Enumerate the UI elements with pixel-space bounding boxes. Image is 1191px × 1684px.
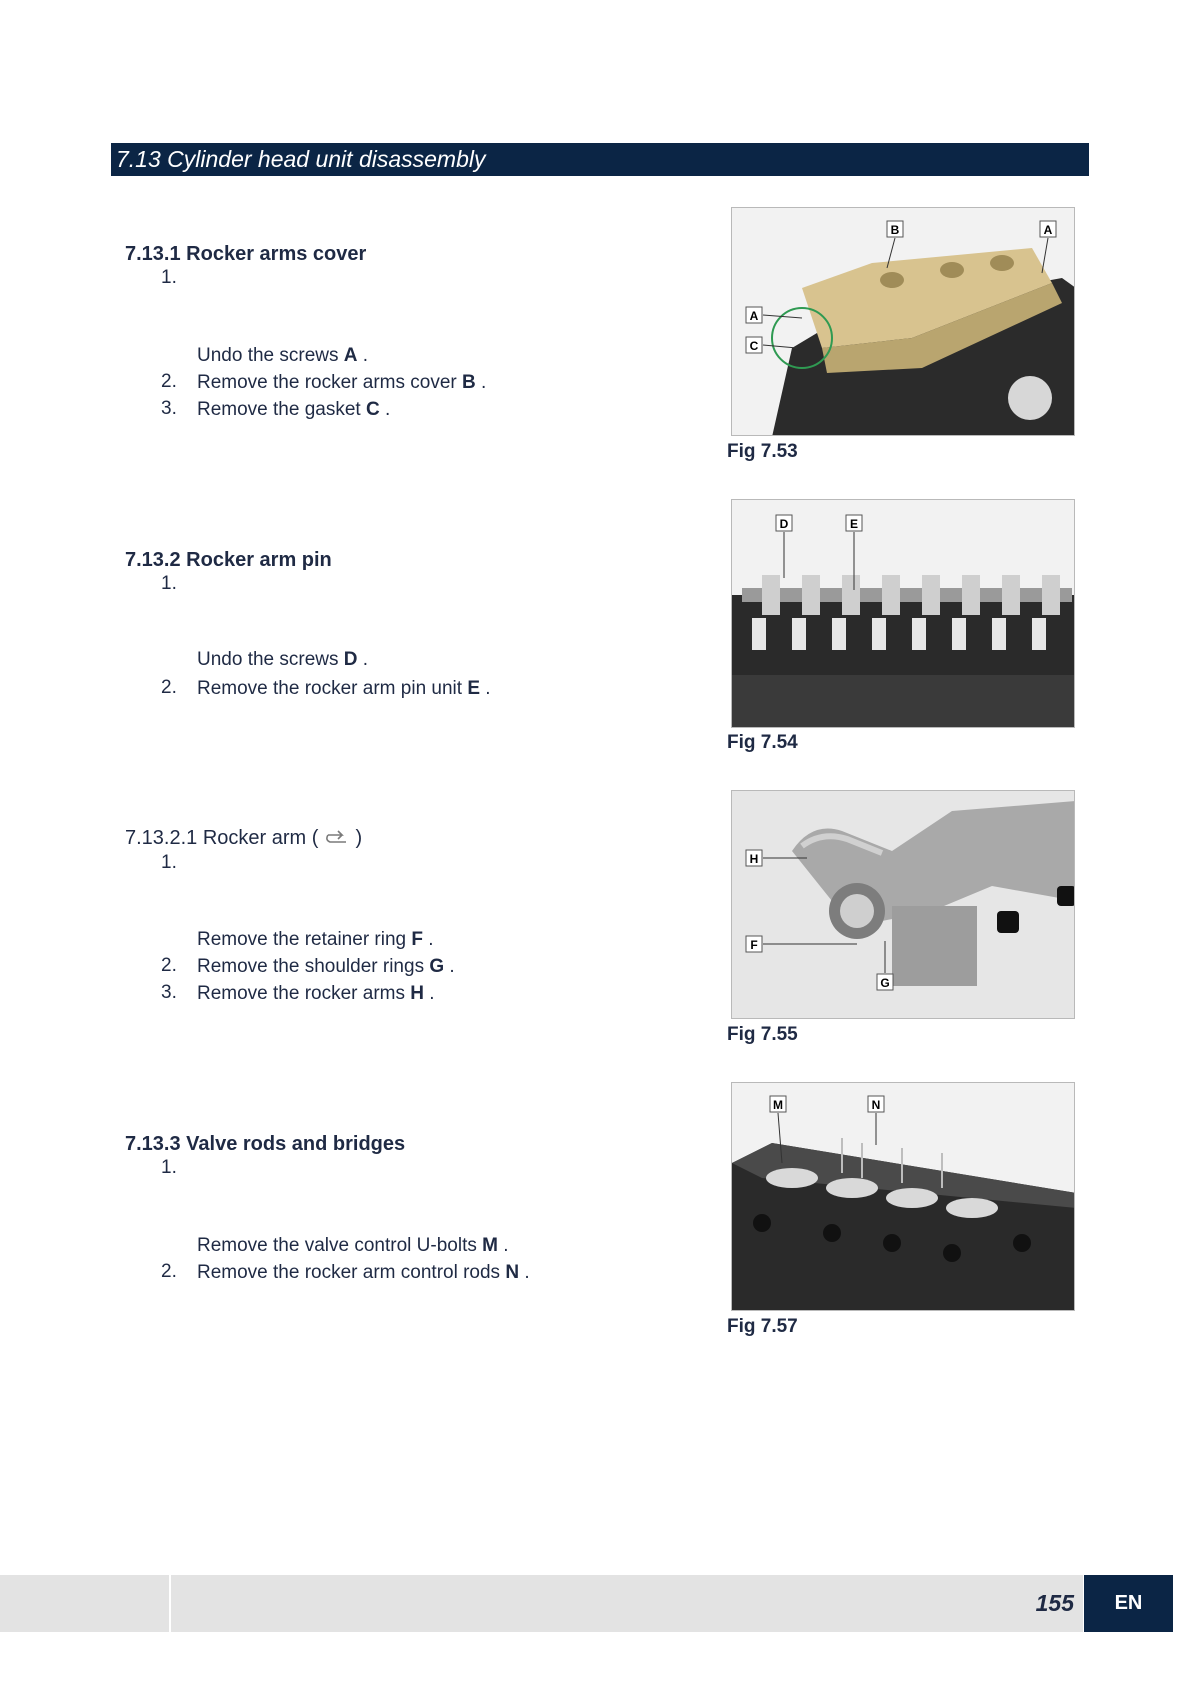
figure-label: G (880, 976, 890, 990)
step-number: 1. (161, 573, 177, 594)
figure-label: A (1043, 223, 1053, 237)
figure-rocker-arm-pin (731, 499, 1075, 728)
figure-label: D (779, 517, 789, 531)
step-text: Remove the rocker arms cover B . (197, 372, 487, 393)
section-title-rocker-arm: 7.13.2.1 Rocker arm ( ) (125, 827, 363, 849)
step-text: Remove the shoulder rings G . (197, 956, 455, 977)
figure-label: E (849, 517, 859, 531)
figure-caption: Fig 7.53 (727, 441, 798, 462)
step-number: 1. (161, 267, 177, 288)
figure-rocker-arms-cover (731, 207, 1075, 436)
section-title-valve-rods: 7.13.3 Valve rods and bridges (125, 1133, 406, 1155)
step-text: Remove the rocker arms H . (197, 983, 435, 1004)
step-text: Undo the screws D . (197, 649, 369, 670)
step-text: Undo the screws A . (197, 345, 369, 366)
figure-caption: Fig 7.54 (727, 732, 798, 753)
language-badge: EN (1084, 1575, 1173, 1632)
arrow-loop-icon (324, 828, 350, 846)
figure-caption: Fig 7.57 (727, 1316, 798, 1337)
figure-label: F (750, 938, 758, 952)
figure-label: A (749, 309, 759, 323)
footer-divider (169, 1575, 171, 1632)
figure-rocker-arm (731, 790, 1075, 1019)
step-text: Remove the valve control U-bolts M . (197, 1235, 509, 1256)
section-banner: 7.13 Cylinder head unit disassembly (111, 143, 1089, 176)
step-number: 2. (161, 1261, 177, 1282)
step-text: Remove the retainer ring F . (197, 929, 434, 950)
step-number: 1. (161, 1157, 177, 1178)
figure-label: N (871, 1098, 881, 1112)
step-number: 2. (161, 955, 177, 976)
step-number: 3. (161, 982, 177, 1003)
step-number: 2. (161, 371, 177, 392)
step-number: 1. (161, 852, 177, 873)
figure-label: M (773, 1098, 783, 1112)
figure-caption: Fig 7.55 (727, 1024, 798, 1045)
figure-label: B (890, 223, 900, 237)
page-number: 155 (1035, 1590, 1074, 1616)
step-number: 2. (161, 677, 177, 698)
step-number: 3. (161, 398, 177, 419)
step-text: Remove the rocker arm pin unit E . (197, 678, 491, 699)
figure-valve-rods (731, 1082, 1075, 1311)
footer-bar (0, 1575, 1083, 1632)
figure-label: H (749, 852, 759, 866)
section-title-rocker-arm-pin: 7.13.2 Rocker arm pin (125, 549, 332, 571)
step-text: Remove the rocker arm control rods N . (197, 1262, 530, 1283)
figure-label: C (749, 339, 759, 353)
step-text: Remove the gasket C . (197, 399, 391, 420)
section-title-rocker-arms-cover: 7.13.1 Rocker arms cover (125, 243, 367, 265)
